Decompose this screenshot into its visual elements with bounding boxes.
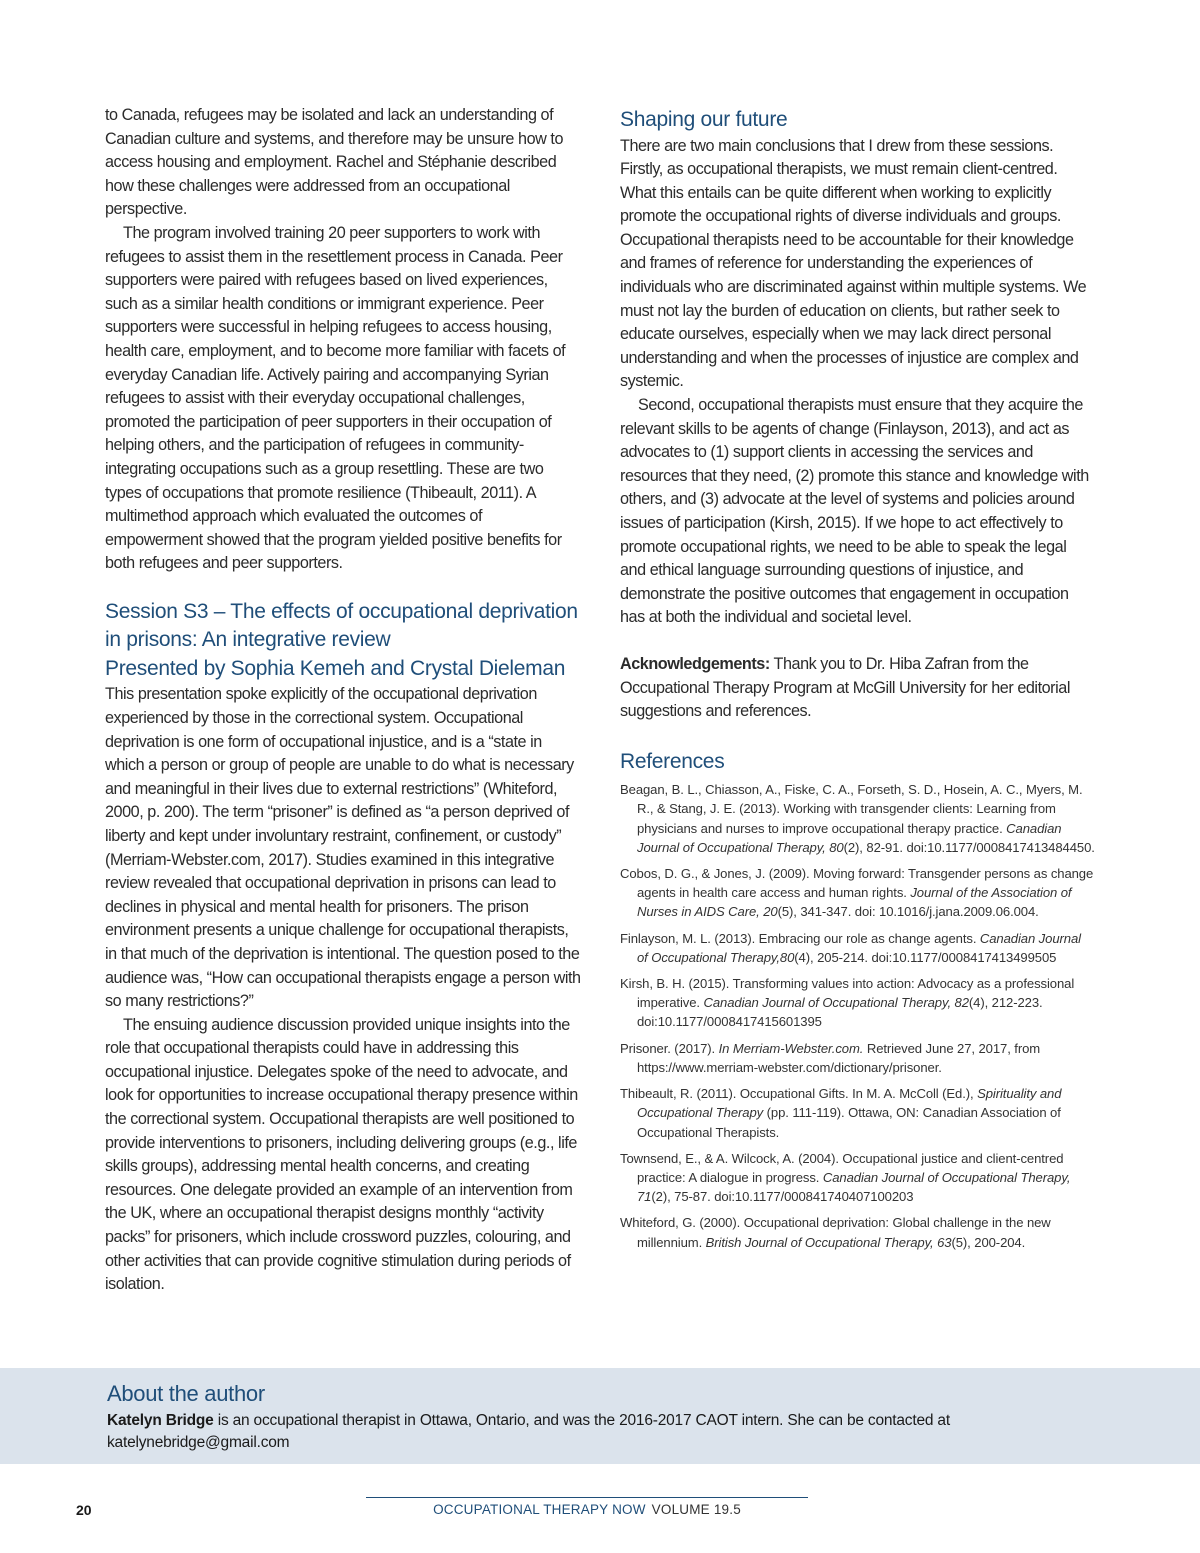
reference-item	[620, 1213, 1095, 1251]
reference-details: (5), 200-204.	[951, 1234, 1026, 1250]
about-author-box	[0, 1368, 1200, 1464]
journal-footer	[366, 1502, 808, 1517]
acknowledgements-label: Acknowledgements:	[620, 654, 770, 673]
page-number: 20	[76, 1502, 92, 1518]
left-column	[105, 104, 583, 1297]
journal-name: OCCUPATIONAL THERAPY NOW	[433, 1502, 646, 1517]
body-paragraph: This presentation spoke explicitly of the occupational deprivation experienced by those in the correctional system. Occupational deprivation is one form of occupational injustice, and is a “state in which a person or group of people are unable to do what is necessary and meaningful in their lives due to external restrictions” (Whiteford, 2000, p. 200). The term “prisoner” is defined as “a person deprived of liberty and kept under involuntary restraint, confinement, or custody” (Merriam-Webster.com, 2017). Studies examined in this integrative review revealed that occupational deprivation in prisons can lead to declines in physical and mental health for prisoners. The prison environment presents a unique challenge for occupational therapists, in that much of the deprivation is intentional. The question posed to the audience was, “How can occupational therapists engage a person with so many restrictions?”	[105, 685, 581, 1011]
body-paragraph: to Canada, refugees may be isolated and lack an understanding of Canadian culture and systems, and therefore may be unsure how to access housing and employment. Rachel and Stéphanie described how these challenges were addressed from an occupational perspective.	[105, 106, 564, 219]
right-column	[620, 104, 1095, 1259]
author-name: Katelyn Bridge	[107, 1412, 214, 1429]
reference-details: (4), 205-214. doi:10.1177/0008417413499505	[794, 949, 1057, 965]
body-paragraph: The program involved training 20 peer supporters to work with refugees to assist them in the resettlement process in Canada. Peer supporters were paired with refugees based on lived experiences, such as a similar health conditions or immigrant experience. Peer supporters were successful in helping refugees to access housing, health care, employment, and to become more familiar with facets of everyday Canadian life. Actively pairing and accompanying Syrian refugees to assist with their everyday occupational challenges, promoted the participation of peer supporters in their occupation of helping others, and the participation of refugees in community-integrating occupations such as a group resettling. These are two types of occupations that promote resilience (Thibeault, 2011). A multimethod approach which evaluated the outcomes of empowerment showed that the program yielded positive benefits for both refugees and peer supporters.	[105, 223, 566, 573]
reference-details: (5), 341-347. doi: 10.1016/j.jana.2009.06.004.	[777, 904, 1039, 920]
reference-text: Finlayson, M. L. (2013). Embracing our role as change agents.	[620, 930, 980, 946]
reference-text: Townsend, E., & A. Wilcock, A. (2004). Occupational justice and client-centred practice: A dialogue in progress.	[620, 1150, 1064, 1185]
reference-text: Beagan, B. L., Chiasson, A., Fiske, C. A., Forseth, S. D., Hosein, A. C., Myers, M. R., & Stang, J. E. (2013). Working with transgender clients: Learning from physicians and nurses to improve occupational therapy practice.	[620, 782, 1083, 836]
session-heading: Session S3 – The effects of occupational deprivation in prisons: An integrative review	[105, 599, 578, 652]
reference-details: (pp. 111-119). Ottawa, ON: Canadian Association of Occupational Therapists.	[637, 1105, 1061, 1140]
reference-text: Cobos, D. G., & Jones, J. (2009). Moving forward: Transgender persons as change agents in health care access and human rights.	[620, 866, 1094, 901]
reference-text: Kirsh, B. H. (2015). Transforming values into action: Advocacy as a professional imperative.	[620, 976, 1075, 1011]
reference-details: (4), 212-223. doi:10.1177/0008417415601395	[637, 995, 1043, 1030]
presenters-heading: Presented by Sophia Kemeh and Crystal Dieleman	[105, 656, 566, 680]
section-heading: Shaping our future	[620, 108, 788, 131]
reference-item	[620, 1039, 1095, 1077]
reference-details: Retrieved June 27, 2017, from https://www.merriam-webster.com/dictionary/prisoner.	[637, 1040, 1041, 1075]
about-author-text	[107, 1410, 987, 1454]
reference-source: Spirituality and Occupational Therapy	[637, 1086, 1062, 1121]
references-list	[620, 780, 1095, 1251]
reference-details: (2), 75-87. doi:10.1177/000841740407100203	[651, 1189, 914, 1205]
acknowledgements-text: Thank you to Dr. Hiba Zafran from the Occupational Therapy Program at McGill University for her editorial suggestions and references.	[620, 654, 1070, 721]
acknowledgements	[620, 653, 1095, 724]
body-paragraph: Second, occupational therapists must ensure that they acquire the relevant skills to be agents of change (Finlayson, 2013), and act as advocates to (1) support clients in accessing the services and resources that they need, (2) promote this stance and knowledge with others, and (3) advocate at the level of systems and policies around issues of participation (Kirsh, 2015). If we hope to act effectively to promote occupational rights, we need to be able to speak the legal and ethical language surrounding questions of injustice, and demonstrate the positive outcomes that engagement in occupation has at both the individual and societal level.	[620, 396, 1089, 627]
author-bio: is an occupational therapist in Ottawa, Ontario, and was the 2016-2017 CAOT intern. She can be contacted at katelynebridge@gmail.com	[107, 1412, 950, 1451]
reference-details: (2), 82-91. doi:10.1177/0008417413484450.	[843, 839, 1095, 855]
reference-source: Canadian Journal of Occupational Therapy,80	[637, 930, 1081, 965]
reference-source: British Journal of Occupational Therapy, 63	[705, 1234, 952, 1250]
reference-source: Canadian Journal of Occupational Therapy, 80	[637, 820, 1062, 855]
reference-item	[620, 1149, 1095, 1207]
reference-source: Canadian Journal of Occupational Therapy, 82	[703, 995, 969, 1011]
about-author-heading: About the author	[107, 1381, 265, 1406]
reference-source: Journal of the Association of Nurses in AIDS Care, 20	[637, 885, 1072, 920]
journal-volume: VOLUME 19.5	[651, 1502, 741, 1517]
reference-item	[620, 974, 1095, 1032]
footer-divider	[366, 1497, 808, 1498]
reference-item	[620, 864, 1095, 922]
reference-text: Whiteford, G. (2000). Occupational deprivation: Global challenge in the new millennium.	[620, 1215, 1051, 1250]
references-heading: References	[620, 749, 725, 773]
reference-item	[620, 780, 1095, 857]
reference-source: Canadian Journal of Occupational Therapy, 71	[637, 1169, 1071, 1205]
body-paragraph: The ensuing audience discussion provided unique insights into the role that occupational therapists could have in addressing this occupational injustice. Delegates spoke of the need to advocate, and look for opportunities to increase occupational therapy presence within the correctional system. Occupational therapists are well positioned to provide interventions to prisoners, including delivering groups (e.g., life skills groups), addressing mental health concerns, and creating resources. One delegate provided an example of an intervention from the UK, where an occupational therapist designs monthly “activity packs” for prisoners, which include crossword puzzles, colouring, and other activities that can provide cognitive stimulation during periods of isolation.	[105, 1015, 578, 1294]
reference-text: Prisoner. (2017).	[620, 1040, 719, 1056]
reference-source: In Merriam-Webster.com.	[718, 1040, 864, 1056]
reference-item	[620, 929, 1095, 967]
body-paragraph: There are two main conclusions that I drew from these sessions. Firstly, as occupational therapists, we must remain client-centred. What this entails can be quite different when working to explicitly promote the occupational rights of diverse individuals and groups. Occupational therapists need to be accountable for their knowledge and frames of reference for understanding the experiences of individuals who are discriminated against within multiple systems. We must not lay the burden of education on clients, but rather seek to educate ourselves, especially when we may lack direct personal understanding and when the processes of injustice are complex and systemic.	[620, 136, 1087, 391]
reference-item	[620, 1084, 1095, 1142]
reference-text: Thibeault, R. (2011). Occupational Gifts. In M. A. McColl (Ed.),	[620, 1086, 978, 1102]
